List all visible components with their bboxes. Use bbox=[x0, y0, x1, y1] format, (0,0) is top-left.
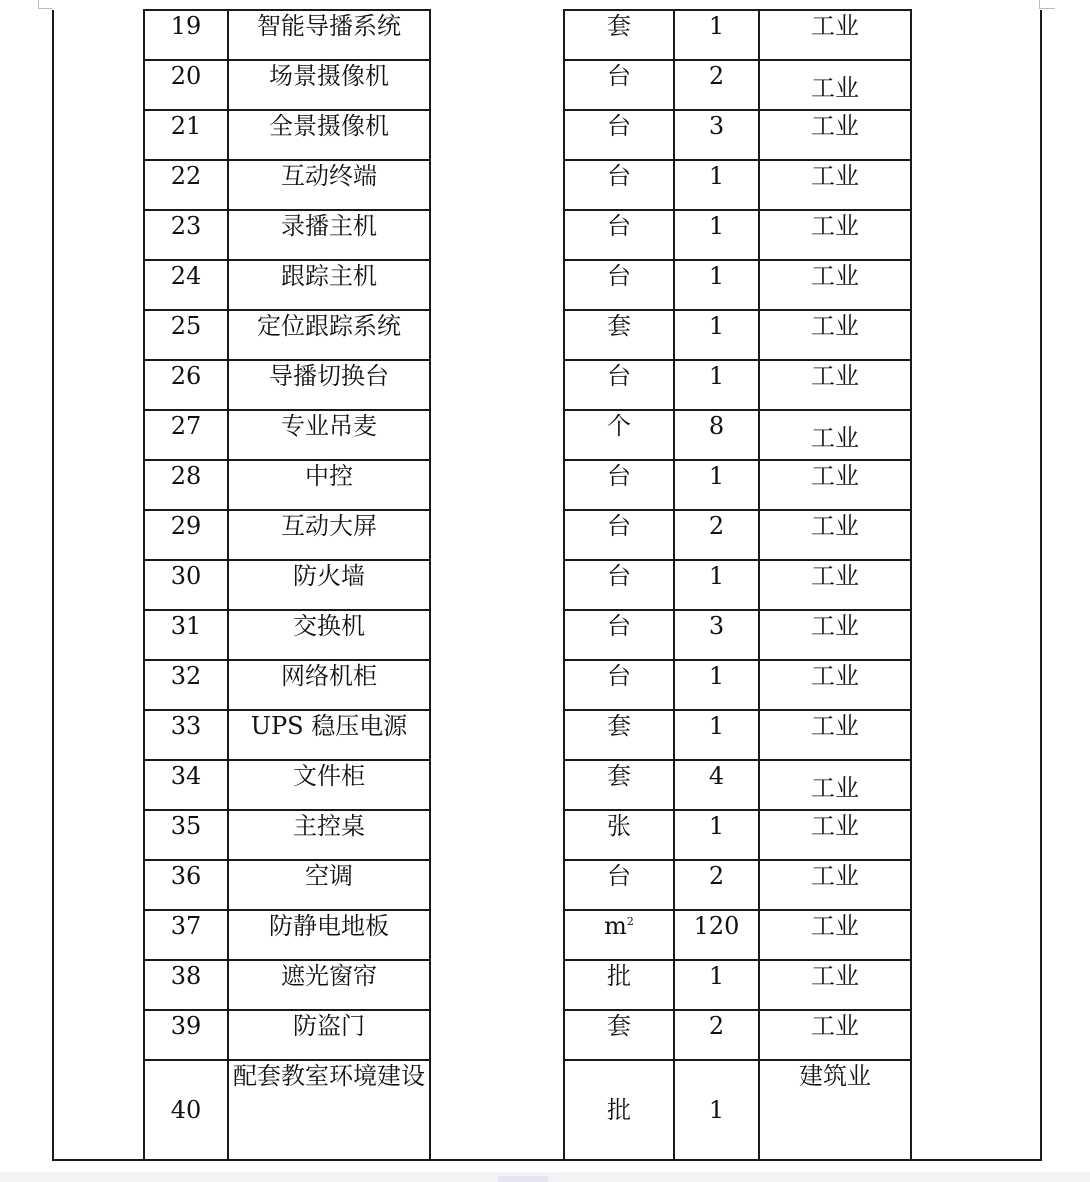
item-name-cell: 配套教室环境建设 bbox=[228, 1060, 430, 1160]
row-number-cell: 25 bbox=[144, 310, 228, 360]
equipment-table bbox=[52, 9, 1042, 1161]
industry-cell: 工业 bbox=[759, 60, 911, 110]
row-number-cell: 35 bbox=[144, 810, 228, 860]
quantity-cell: 1 bbox=[674, 1060, 759, 1160]
quantity-cell: 1 bbox=[674, 560, 759, 610]
item-name-cell: 导播切换台 bbox=[228, 360, 430, 410]
quantity-cell: 1 bbox=[674, 160, 759, 210]
unit-text: 台 bbox=[607, 862, 631, 890]
item-name-cell: 全景摄像机 bbox=[228, 110, 430, 160]
unit-text: 批 bbox=[607, 962, 631, 990]
row-number-cell: 32 bbox=[144, 660, 228, 710]
row-number-cell: 31 bbox=[144, 610, 228, 660]
unit-cell bbox=[564, 60, 674, 110]
item-name-cell: 防火墙 bbox=[228, 560, 430, 610]
unit-cell bbox=[564, 810, 674, 860]
row-number-cell: 21 bbox=[144, 110, 228, 160]
unit-cell bbox=[564, 960, 674, 1010]
item-name-cell: 文件柜 bbox=[228, 760, 430, 810]
industry-cell: 工业 bbox=[759, 610, 911, 660]
unit-text: 张 bbox=[607, 812, 631, 840]
unit-cell bbox=[564, 1060, 674, 1160]
unit-cell bbox=[564, 710, 674, 760]
unit-text: 套 bbox=[607, 12, 631, 40]
industry-cell: 工业 bbox=[759, 460, 911, 510]
item-name-cell: 智能导播系统 bbox=[228, 10, 430, 60]
item-name-cell: 互动大屏 bbox=[228, 510, 430, 560]
industry-cell: 工业 bbox=[759, 360, 911, 410]
row-number-cell: 37 bbox=[144, 910, 228, 960]
quantity-cell: 1 bbox=[674, 660, 759, 710]
quantity-cell: 1 bbox=[674, 260, 759, 310]
row-number-cell: 40 bbox=[144, 1060, 228, 1160]
unit-cell bbox=[564, 1010, 674, 1060]
row-number-cell: 29 bbox=[144, 510, 228, 560]
industry-cell: 工业 bbox=[759, 510, 911, 560]
unit-text: m bbox=[604, 912, 627, 940]
quantity-cell: 1 bbox=[674, 960, 759, 1010]
row-number-cell: 26 bbox=[144, 360, 228, 410]
item-name-cell: 网络机柜 bbox=[228, 660, 430, 710]
quantity-cell: 1 bbox=[674, 460, 759, 510]
unit-cell bbox=[564, 910, 674, 960]
unit-cell bbox=[564, 10, 674, 60]
row-number-cell: 30 bbox=[144, 560, 228, 610]
industry-cell: 工业 bbox=[759, 160, 911, 210]
industry-cell: 工业 bbox=[759, 560, 911, 610]
unit-text: 台 bbox=[607, 462, 631, 490]
industry-cell: 工业 bbox=[759, 260, 911, 310]
unit-cell bbox=[564, 260, 674, 310]
quantity-cell: 4 bbox=[674, 760, 759, 810]
quantity-cell: 1 bbox=[674, 210, 759, 260]
industry-cell: 工业 bbox=[759, 860, 911, 910]
quantity-cell: 2 bbox=[674, 860, 759, 910]
quantity-cell: 1 bbox=[674, 810, 759, 860]
unit-cell bbox=[564, 410, 674, 460]
unit-text: 台 bbox=[607, 562, 631, 590]
industry-cell: 建筑业 bbox=[759, 1060, 911, 1160]
unit-text: 套 bbox=[607, 712, 631, 740]
quantity-cell: 2 bbox=[674, 60, 759, 110]
row-number-cell: 34 bbox=[144, 760, 228, 810]
item-name-cell: UPS 稳压电源 bbox=[228, 710, 430, 760]
unit-cell bbox=[564, 860, 674, 910]
unit-text: 台 bbox=[607, 612, 631, 640]
industry-cell: 工业 bbox=[759, 310, 911, 360]
unit-cell bbox=[564, 510, 674, 560]
unit-text: 台 bbox=[607, 362, 631, 390]
item-name-cell: 主控桌 bbox=[228, 810, 430, 860]
item-name-cell: 定位跟踪系统 bbox=[228, 310, 430, 360]
unit-text: 台 bbox=[607, 112, 631, 140]
unit-cell bbox=[564, 310, 674, 360]
quantity-cell: 1 bbox=[674, 360, 759, 410]
row-number-cell: 24 bbox=[144, 260, 228, 310]
industry-cell: 工业 bbox=[759, 410, 911, 460]
row-number-cell: 36 bbox=[144, 860, 228, 910]
row-number-cell: 33 bbox=[144, 710, 228, 760]
item-name-cell: 交换机 bbox=[228, 610, 430, 660]
industry-cell: 工业 bbox=[759, 760, 911, 810]
item-name-cell: 互动终端 bbox=[228, 160, 430, 210]
unit-text: 台 bbox=[607, 662, 631, 690]
quantity-cell: 3 bbox=[674, 110, 759, 160]
industry-cell: 工业 bbox=[759, 810, 911, 860]
unit-text: 套 bbox=[607, 1012, 631, 1040]
row-number-cell: 22 bbox=[144, 160, 228, 210]
item-name-cell: 防静电地板 bbox=[228, 910, 430, 960]
quantity-cell: 1 bbox=[674, 710, 759, 760]
item-name-cell: 空调 bbox=[228, 860, 430, 910]
industry-cell: 工业 bbox=[759, 660, 911, 710]
unit-cell bbox=[564, 110, 674, 160]
row-number-cell: 19 bbox=[144, 10, 228, 60]
unit-text: 台 bbox=[607, 262, 631, 290]
table-row bbox=[53, 10, 1041, 60]
row-number-cell: 20 bbox=[144, 60, 228, 110]
corner-mark-left-h bbox=[38, 8, 52, 9]
unit-cell bbox=[564, 560, 674, 610]
quantity-cell: 120 bbox=[674, 910, 759, 960]
corner-mark-right bbox=[1039, 0, 1040, 9]
unit-text: 台 bbox=[607, 212, 631, 240]
table-body bbox=[53, 10, 1041, 1160]
quantity-cell: 2 bbox=[674, 510, 759, 560]
unit-text: 套 bbox=[607, 312, 631, 340]
quantity-cell: 3 bbox=[674, 610, 759, 660]
item-name-cell: 防盗门 bbox=[228, 1010, 430, 1060]
unit-cell bbox=[564, 460, 674, 510]
unit-cell bbox=[564, 760, 674, 810]
bottom-page-tab[interactable] bbox=[498, 1176, 548, 1182]
unit-cell bbox=[564, 360, 674, 410]
unit-text: 个 bbox=[607, 412, 631, 440]
row-number-cell: 28 bbox=[144, 460, 228, 510]
left-blank-cell bbox=[53, 10, 144, 1160]
industry-cell: 工业 bbox=[759, 110, 911, 160]
unit-superscript: 2 bbox=[626, 915, 634, 928]
row-number-cell: 23 bbox=[144, 210, 228, 260]
item-name-cell: 专业吊麦 bbox=[228, 410, 430, 460]
unit-text: 台 bbox=[607, 62, 631, 90]
item-name-cell: 跟踪主机 bbox=[228, 260, 430, 310]
industry-cell: 工业 bbox=[759, 1010, 911, 1060]
blank-column-cell bbox=[430, 10, 564, 1160]
quantity-cell: 8 bbox=[674, 410, 759, 460]
row-number-cell: 38 bbox=[144, 960, 228, 1010]
row-number-cell: 27 bbox=[144, 410, 228, 460]
unit-cell bbox=[564, 610, 674, 660]
unit-text: 批 bbox=[607, 1096, 631, 1124]
item-name-cell: 遮光窗帘 bbox=[228, 960, 430, 1010]
quantity-cell: 2 bbox=[674, 1010, 759, 1060]
industry-cell: 工业 bbox=[759, 10, 911, 60]
unit-text: 台 bbox=[607, 512, 631, 540]
item-name-cell: 录播主机 bbox=[228, 210, 430, 260]
right-blank-cell bbox=[911, 10, 1041, 1160]
industry-cell: 工业 bbox=[759, 910, 911, 960]
quantity-cell: 1 bbox=[674, 10, 759, 60]
unit-text: 套 bbox=[607, 762, 631, 790]
item-name-cell: 场景摄像机 bbox=[228, 60, 430, 110]
unit-cell bbox=[564, 660, 674, 710]
quantity-cell: 1 bbox=[674, 310, 759, 360]
unit-cell bbox=[564, 160, 674, 210]
row-number-cell: 39 bbox=[144, 1010, 228, 1060]
industry-cell: 工业 bbox=[759, 710, 911, 760]
industry-cell: 工业 bbox=[759, 960, 911, 1010]
unit-cell bbox=[564, 210, 674, 260]
industry-cell: 工业 bbox=[759, 210, 911, 260]
item-name-cell: 中控 bbox=[228, 460, 430, 510]
unit-text: 台 bbox=[607, 162, 631, 190]
